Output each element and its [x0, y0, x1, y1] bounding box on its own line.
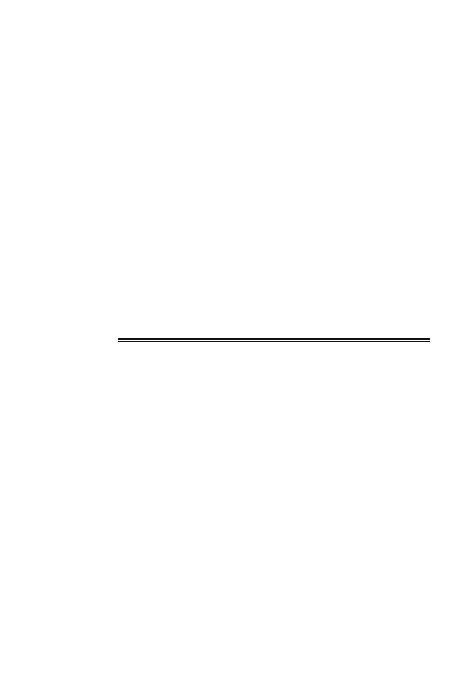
part-title-column: [312, 358, 328, 638]
section-divider-thin: [118, 341, 430, 342]
section-divider: [118, 338, 430, 340]
